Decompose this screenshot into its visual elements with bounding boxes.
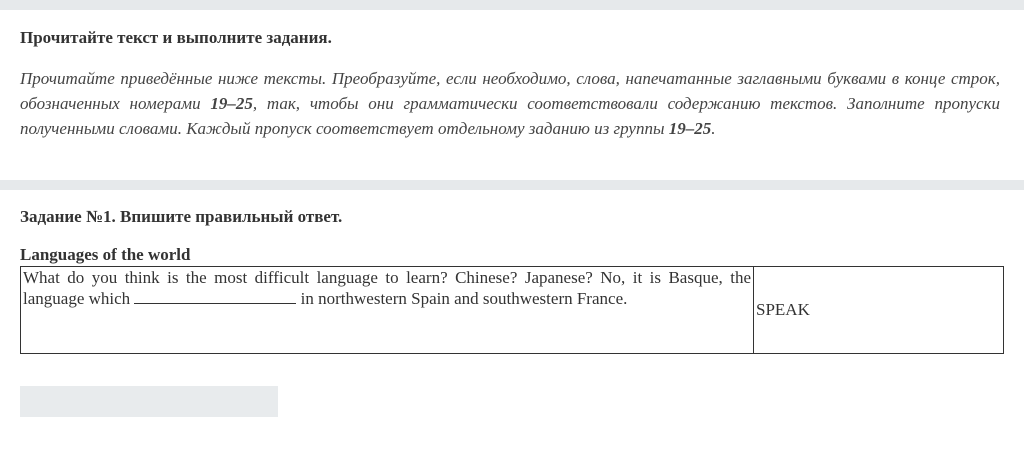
task-title: Задание №1. Впишите правильный ответ. [20, 207, 343, 226]
instructions-text-part3: . [711, 119, 716, 138]
section-divider [0, 180, 1024, 190]
instructions-range-1: 19–25 [210, 94, 253, 113]
sentence-after: in northwestern Spain and southwestern France. [296, 289, 628, 308]
gap-blank [134, 288, 296, 304]
task-table [20, 266, 1004, 354]
instructions-text-part1: Прочитайте приведённые ниже тексты. Преобразуйте, если необходимо, слова, напечатанные заглавными буквами в конце строк, обозначенных номерами [20, 69, 1000, 113]
top-divider [0, 0, 1024, 10]
text-title: Languages of the world [20, 245, 191, 264]
sentence-before: What do you think is the most difficult language to learn? Chinese? Japanese? No, it is Basque, the language which [23, 268, 751, 308]
instructions-text [20, 66, 1000, 141]
keyword: SPEAK [756, 300, 810, 319]
task-text-cell [21, 267, 754, 354]
instructions-text-part2: , так, чтобы они грамматически соответствовали содержанию текстов. Заполните пропуски полученными словами. Каждый пропуск соответствует отдельному заданию из группы [20, 94, 1000, 138]
instructions-range-2: 19–25 [668, 119, 712, 138]
instructions-title: Прочитайте текст и выполните задания. [20, 28, 332, 47]
task-row [21, 267, 1004, 354]
keyword-cell [754, 267, 1004, 354]
answer-input[interactable] [20, 386, 278, 417]
